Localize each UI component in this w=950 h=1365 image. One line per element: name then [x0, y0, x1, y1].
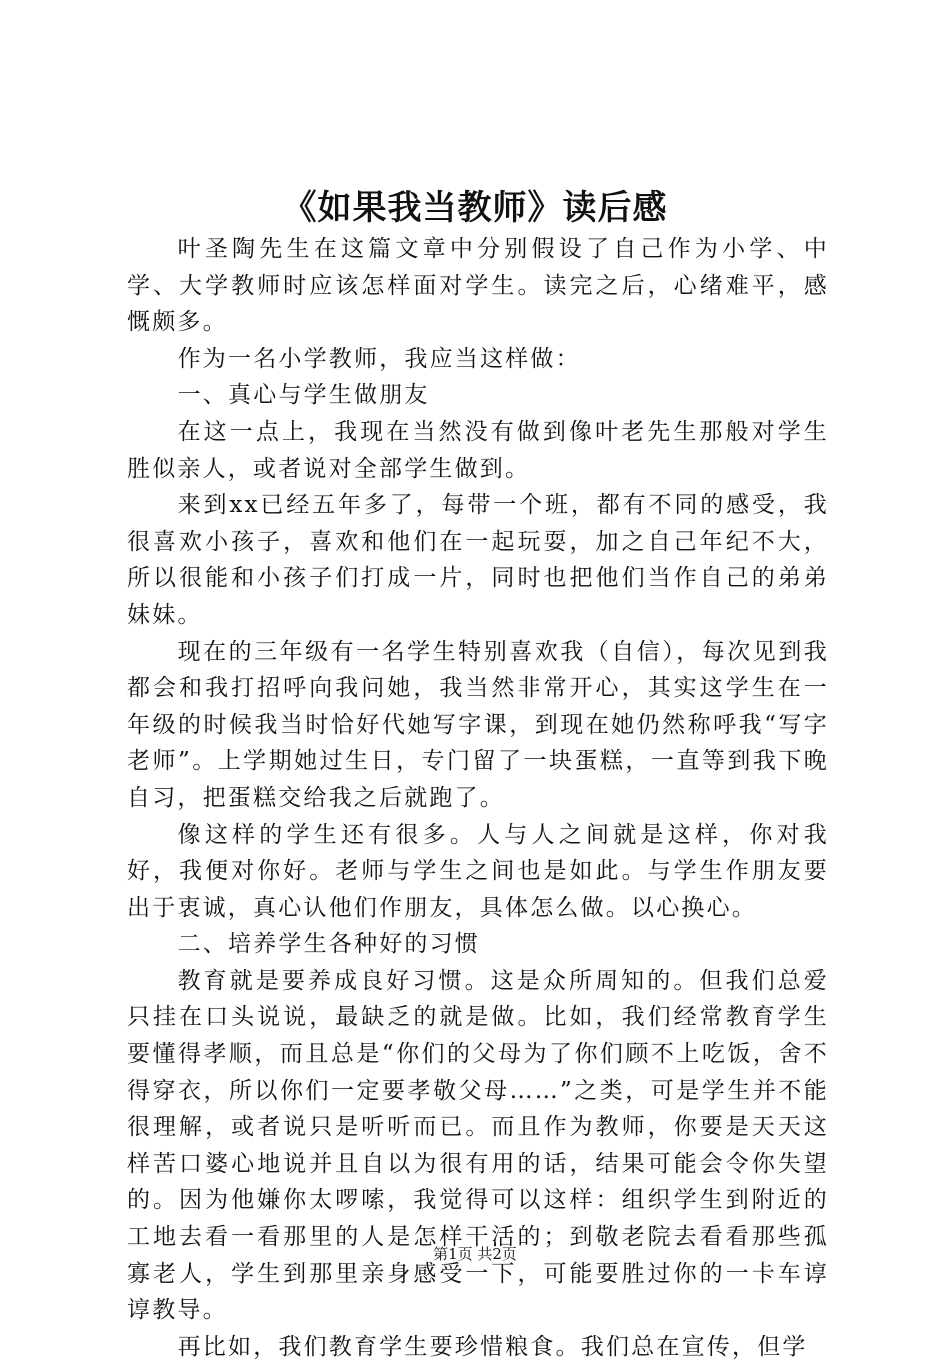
paragraph: 在这一点上，我现在当然没有做到像叶老先生那般对学生胜似亲人，或者说对全部学生做到。	[127, 418, 829, 482]
paragraph: 叶圣陶先生在这篇文章中分别假设了自己作为小学、中学、大学教师时应该怎样面对学生。读完之后，心绪难平，感慨颇多。	[127, 236, 829, 336]
document-body	[127, 231, 829, 1365]
paragraph: 教育就是要养成良好习惯。这是众所周知的。但我们总爱只挂在口头说说，最缺乏的就是做。比如，我们经常教育学生要懂得孝顺，而且总是“你们的父母为了你们顾不上吃饭，舍不得穿衣，所以你们一定要孝敬父母……”之类，可是学生并不能很理解，或者说只是听听而已。而且作为教师，你要是天天这样苦口婆心地说并且自以为很有用的话，结果可能会令你失望的。因为他嫌你太啰嗦，我觉得可以这样：组织学生到附近的工地去看一看那里的人是怎样干活的；到敬老院去看看那些孤寡老人，学生到那里亲身感受一下，可能要胜过你的一卡车谆谆教导。	[127, 967, 829, 1324]
section-heading: 二、培养学生各种好的习惯	[177, 931, 480, 958]
section-heading: 一、真心与学生做朋友	[177, 382, 430, 409]
paragraph: 作为一名小学教师，我应当这样做：	[177, 345, 581, 372]
paragraph: 来到xx已经五年多了，每带一个班，都有不同的感受，我很喜欢小孩子，喜欢和他们在一起玩耍，加之自己年纪不大，所以很能和小孩子们打成一片，同时也把他们当作自己的弟弟妹妹。	[127, 492, 829, 628]
paragraph: 现在的三年级有一名学生特别喜欢我（自信），每次见到我都会和我打招呼向我问她，我当然非常开心，其实这学生在一年级的时候我当时恰好代她写字课，到现在她仍然称呼我“写字老师”。上学期她过生日，专门留了一块蛋糕，一直等到我下晚自习，把蛋糕交给我之后就跑了。	[127, 638, 829, 811]
paragraph: 像这样的学生还有很多。人与人之间就是这样，你对我好，我便对你好。老师与学生之间也是如此。与学生作朋友要出于衷诚，真心认他们作朋友，具体怎么做。以心换心。	[127, 821, 829, 921]
page-number-footer: 第1页 共2页	[433, 1245, 517, 1263]
paragraph: 再比如，我们教育学生要珍惜粮食。我们总在宣传，但学	[177, 1333, 808, 1360]
document-title: 《如果我当教师》读后感	[282, 188, 668, 228]
